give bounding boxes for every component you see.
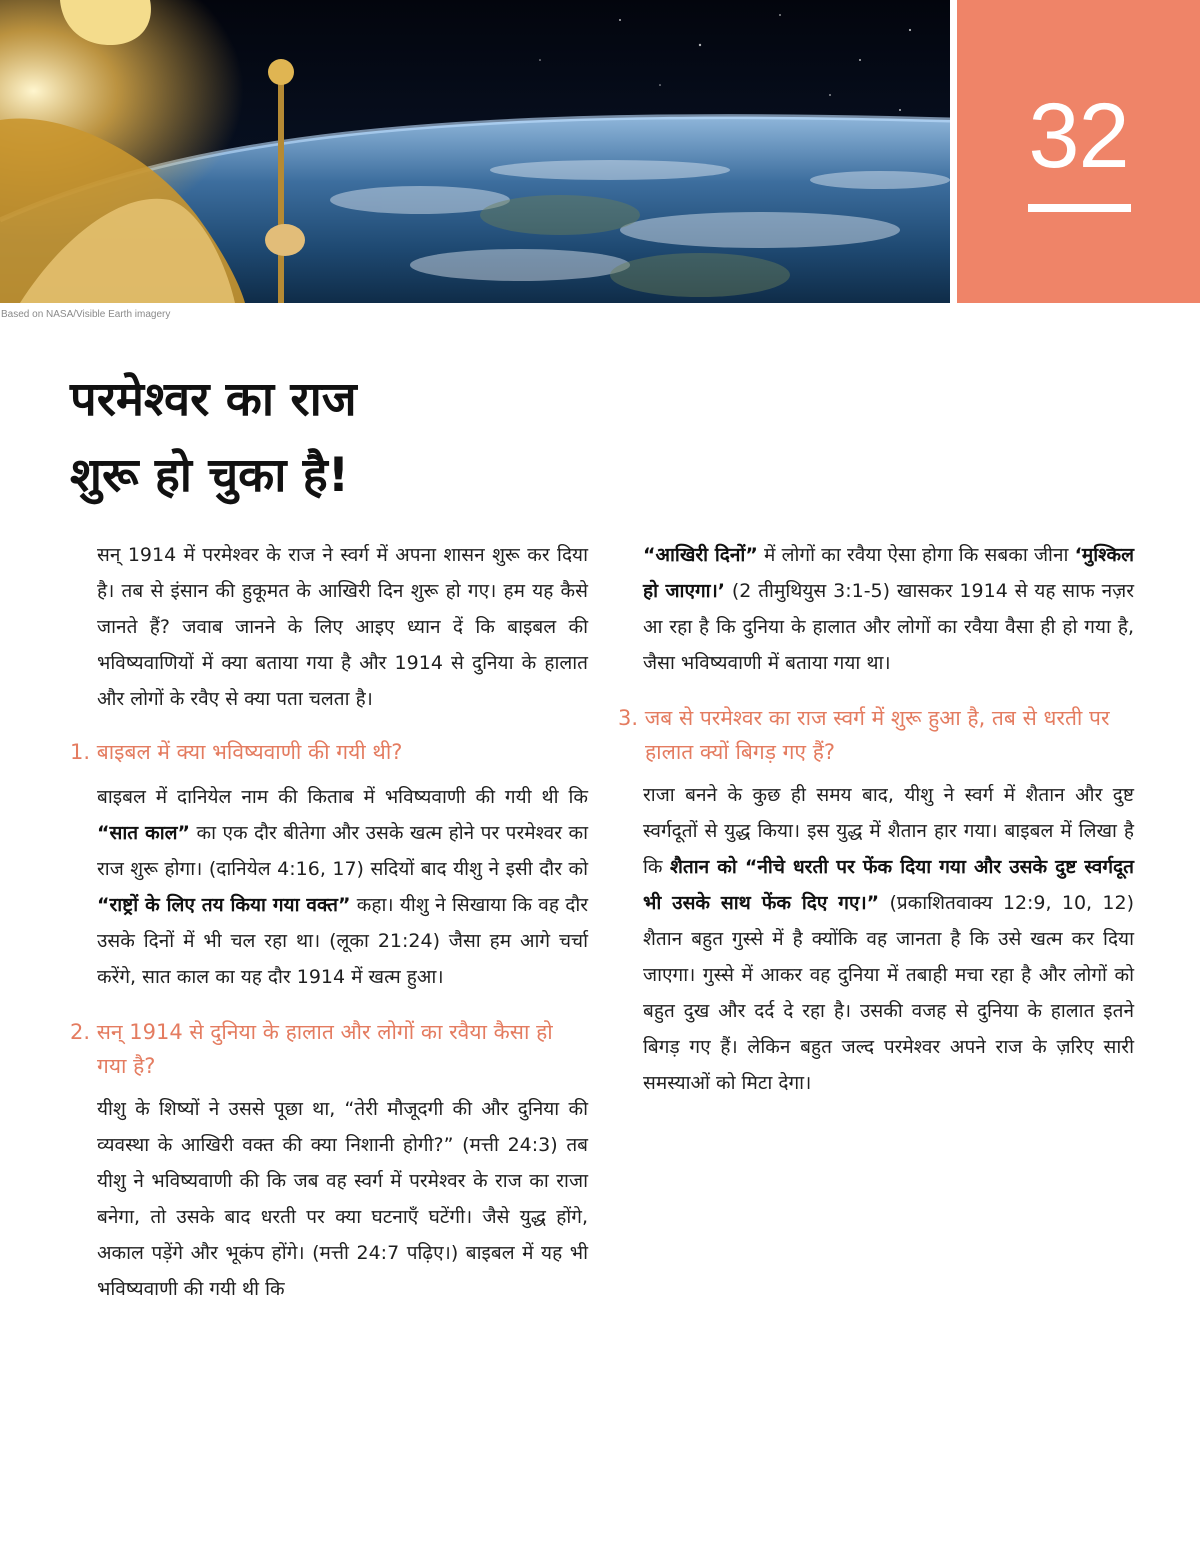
- q3-bold-1: शैतान को “नीचे धरती पर फेंक दिया गया और उसके दुष्ट स्वर्गदूत भी उसके साथ फेंक दिए गए।”: [643, 856, 1134, 914]
- q1-bold-2: “राष्ट्रों के लिए तय किया गया वक्त”: [97, 894, 351, 916]
- header-illustration: [0, 0, 950, 303]
- lesson-number-block: [957, 0, 1200, 303]
- title-line-2: शुरू हो चुका है!: [70, 448, 350, 503]
- q2-text-2: में लोगों का रवैया ऐसा होगा कि सबका जीना: [757, 544, 1075, 566]
- lesson-number: 32: [1028, 85, 1129, 187]
- question-1-heading: 1. बाइबल में क्या भविष्यवाणी की गयी थी?: [70, 740, 403, 764]
- question-2-answer: [97, 1091, 588, 1307]
- page-title: [70, 362, 630, 514]
- question-2-answer-continued: [643, 537, 1134, 681]
- question-1-answer: [97, 779, 588, 995]
- q1-text-1: बाइबल में दानियेल नाम की किताब में भविष्यवाणी की गयी थी कि: [97, 786, 588, 808]
- q2-bold-1: “आखिरी दिनों”: [643, 544, 758, 566]
- question-2-heading: 2. सन् 1914 से दुनिया के हालात और लोगों का रवैया कैसा हो गया है?: [70, 1020, 553, 1078]
- earth-king-illustration: [0, 0, 950, 303]
- q1-bold-1: “सात काल”: [97, 822, 191, 844]
- number-underline: [1028, 204, 1131, 212]
- q2-bold-2: ‘मुश्किल हो जाएगा।’: [643, 544, 1135, 602]
- question-3-answer: [643, 777, 1134, 1101]
- question-3-heading: 3. जब से परमेश्वर का राज स्वर्ग में शुरू हुआ है, तब से धरती पर हालात क्यों बिगड़ गए हैं?: [618, 706, 1110, 764]
- q3-text-2: (प्रकाशितवाक्य 12:9, 10, 12) शैतान बहुत गुस्से में है क्योंकि वह जानता है कि उसे खत्म कर दिया जाएगा। गुस्से में आकर वह दुनिया में तबाही मचा रहा है और लोगों को बहुत दुख और दर्द दे रहा है। उसकी वजह से दुनिया के हालात इतने बिगड़ गए हैं। लेकिन बहुत जल्द परमेश्वर अपने राज के ज़रिए सारी समस्याओं को मिटा देगा।: [643, 892, 1134, 1094]
- q2-text-1: यीशु के शिष्यों ने उससे पूछा था, “तेरी मौजूदगी की और दुनिया की व्यवस्था के आखिरी वक्त की क्या निशानी होगी?” (मत्ती 24:3) तब यीशु ने भविष्यवाणी की कि जब वह स्वर्ग में परमेश्वर के राज का राजा बनेगा, तो उसके बाद धरती पर क्या घटनाएँ घटेंगी। जैसे युद्ध होंगे, अकाल पड़ेंगे और भूकंप होंगे। (मत्ती 24:7 पढ़िए।) बाइबल में यह भी भविष्यवाणी की गयी थी कि: [97, 1098, 588, 1300]
- left-column: [70, 537, 589, 1307]
- q1-text-3: कहा। यीशु ने सिखाया कि वह दौर उसके दिनों में भी चल रहा था। (लूका 21:24) जैसा हम आगे चर्चा करेंगे, सात काल का यह दौर 1914 में खत्म हुआ।: [97, 894, 589, 988]
- q1-text-2: का एक दौर बीतेगा और उसके खत्म होने पर परमेश्वर का राज शुरू होगा। (दानियेल 4:16, 17) सदियों बाद यीशु ने इसी दौर को: [97, 822, 588, 880]
- q2-text-3: (2 तीमुथियुस 3:1-5) खासकर 1914 से यह साफ नज़र आ रहा है कि दुनिया के हालात और लोगों का रवैया वैसा ही हो गया है, जैसा भविष्यवाणी में बताया गया था।: [643, 580, 1134, 674]
- q3-text-1: राजा बनने के कुछ ही समय बाद, यीशु ने स्वर्ग में शैतान और दुष्ट स्वर्गदूतों से युद्ध किया। इस युद्ध में शैतान हार गया। बाइबल में लिखा है कि: [643, 784, 1134, 878]
- image-credit: Based on NASA/Visible Earth imagery: [1, 309, 171, 320]
- intro-paragraph: सन् 1914 में परमेश्वर के राज ने स्वर्ग में अपना शासन शुरू कर दिया है। तब से इंसान की हुकूमत के आखिरी दिन शुरू हो गए। हम यह कैसे जानते हैं? जवाब जानने के लिए आइए ध्यान दें कि बाइबल की भविष्यवाणियों में क्या बताया गया है और 1914 से दुनिया के हालात और लोगों के रवैए से क्या पता चलता है।: [97, 544, 588, 710]
- right-column: [618, 537, 1135, 1101]
- title-line-1: परमेश्वर का राज: [70, 372, 357, 427]
